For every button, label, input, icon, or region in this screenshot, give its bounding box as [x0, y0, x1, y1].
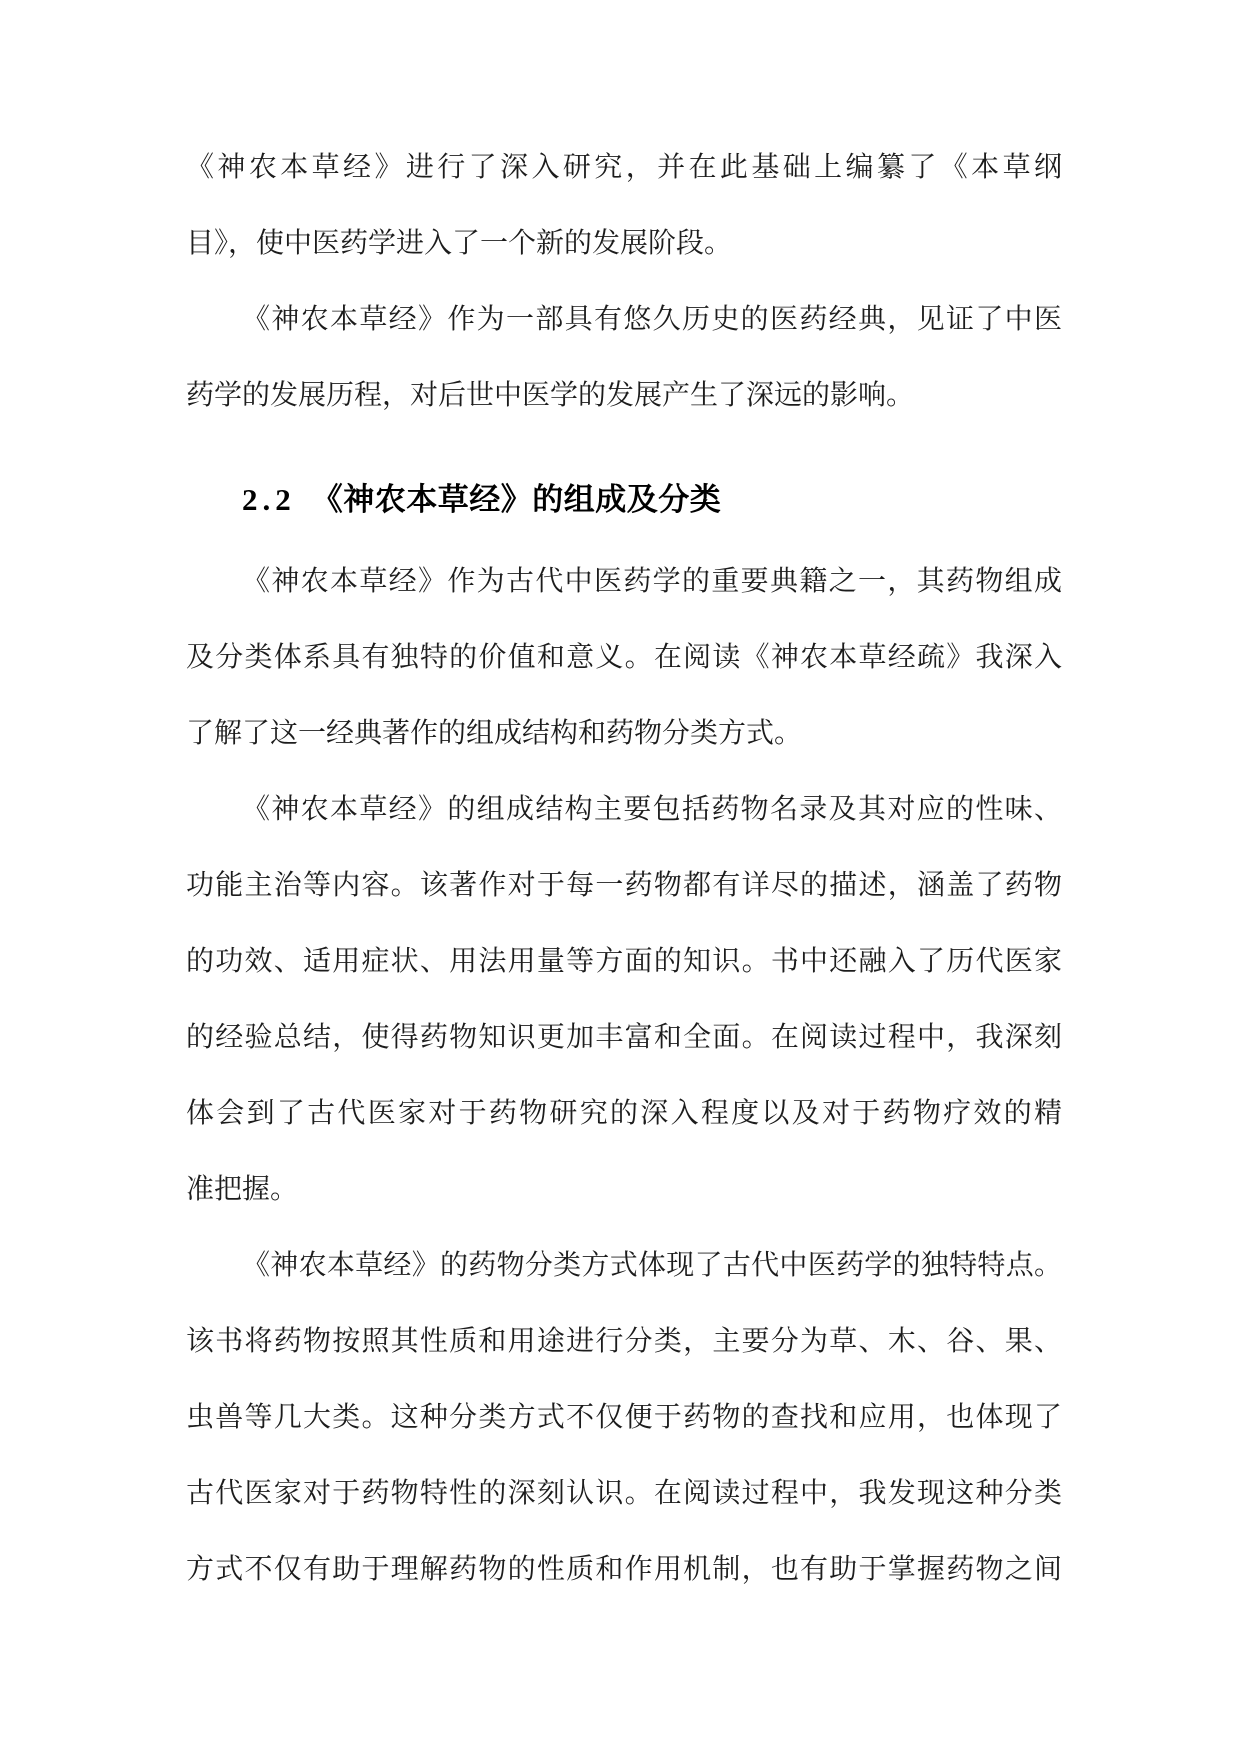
paragraph — [186, 1228, 1062, 1608]
text-line: 的功效、适用症状、用法用量等方面的知识。书中还融入了历代医家 — [186, 946, 1062, 977]
paragraph — [186, 282, 1062, 434]
text-line: 该书将药物按照其性质和用途进行分类，主要分为草、木、谷、果、 — [186, 1326, 1062, 1357]
text-line: 《神农本草经》作为一部具有悠久历史的医药经典，见证了中医 — [242, 304, 1062, 335]
paragraph — [186, 772, 1062, 1228]
text-line: 《神农本草经》的组成结构主要包括药物名录及其对应的性味、 — [242, 794, 1062, 825]
section-heading — [186, 462, 1062, 538]
text-line: 《神农本草经》的药物分类方式体现了古代中医药学的独特特点。 — [242, 1250, 1062, 1281]
text-line: 药学的发展历程，对后世中医学的发展产生了深远的影响。 — [186, 380, 915, 411]
text-line: 古代医家对于药物特性的深刻认识。在阅读过程中，我发现这种分类 — [186, 1478, 1062, 1509]
text-line: 了解了这一经典著作的组成结构和药物分类方式。 — [186, 718, 803, 749]
paragraph — [186, 130, 1062, 282]
text-line: 《神农本草经》进行了深入研究，并在此基础上编纂了《本草纲 — [186, 152, 1062, 183]
heading-title: 《神农本草经》的组成及分类 — [311, 482, 722, 517]
text-line: 目》，使中医药学进入了一个新的发展阶段。 — [186, 228, 733, 259]
text-line: 《神农本草经》作为古代中医药学的重要典籍之一，其药物组成 — [242, 566, 1062, 597]
document-content — [186, 0, 1062, 1608]
text-line: 方式不仅有助于理解药物的性质和作用机制，也有助于掌握药物之间 — [186, 1554, 1062, 1585]
paragraph — [186, 544, 1062, 772]
text-line: 虫兽等几大类。这种分类方式不仅便于药物的查找和应用，也体现了 — [186, 1402, 1062, 1433]
text-line: 功能主治等内容。该著作对于每一药物都有详尽的描述，涵盖了药物 — [186, 870, 1062, 901]
text-line: 准把握。 — [186, 1174, 299, 1205]
text-line: 体会到了古代医家对于药物研究的深入程度以及对于药物疗效的精 — [186, 1098, 1062, 1129]
text-line: 及分类体系具有独特的价值和意义。在阅读《神农本草经疏》我深入 — [186, 642, 1062, 673]
heading-number: 2.2 — [242, 482, 296, 517]
text-line: 的经验总结，使得药物知识更加丰富和全面。在阅读过程中，我深刻 — [186, 1022, 1062, 1053]
